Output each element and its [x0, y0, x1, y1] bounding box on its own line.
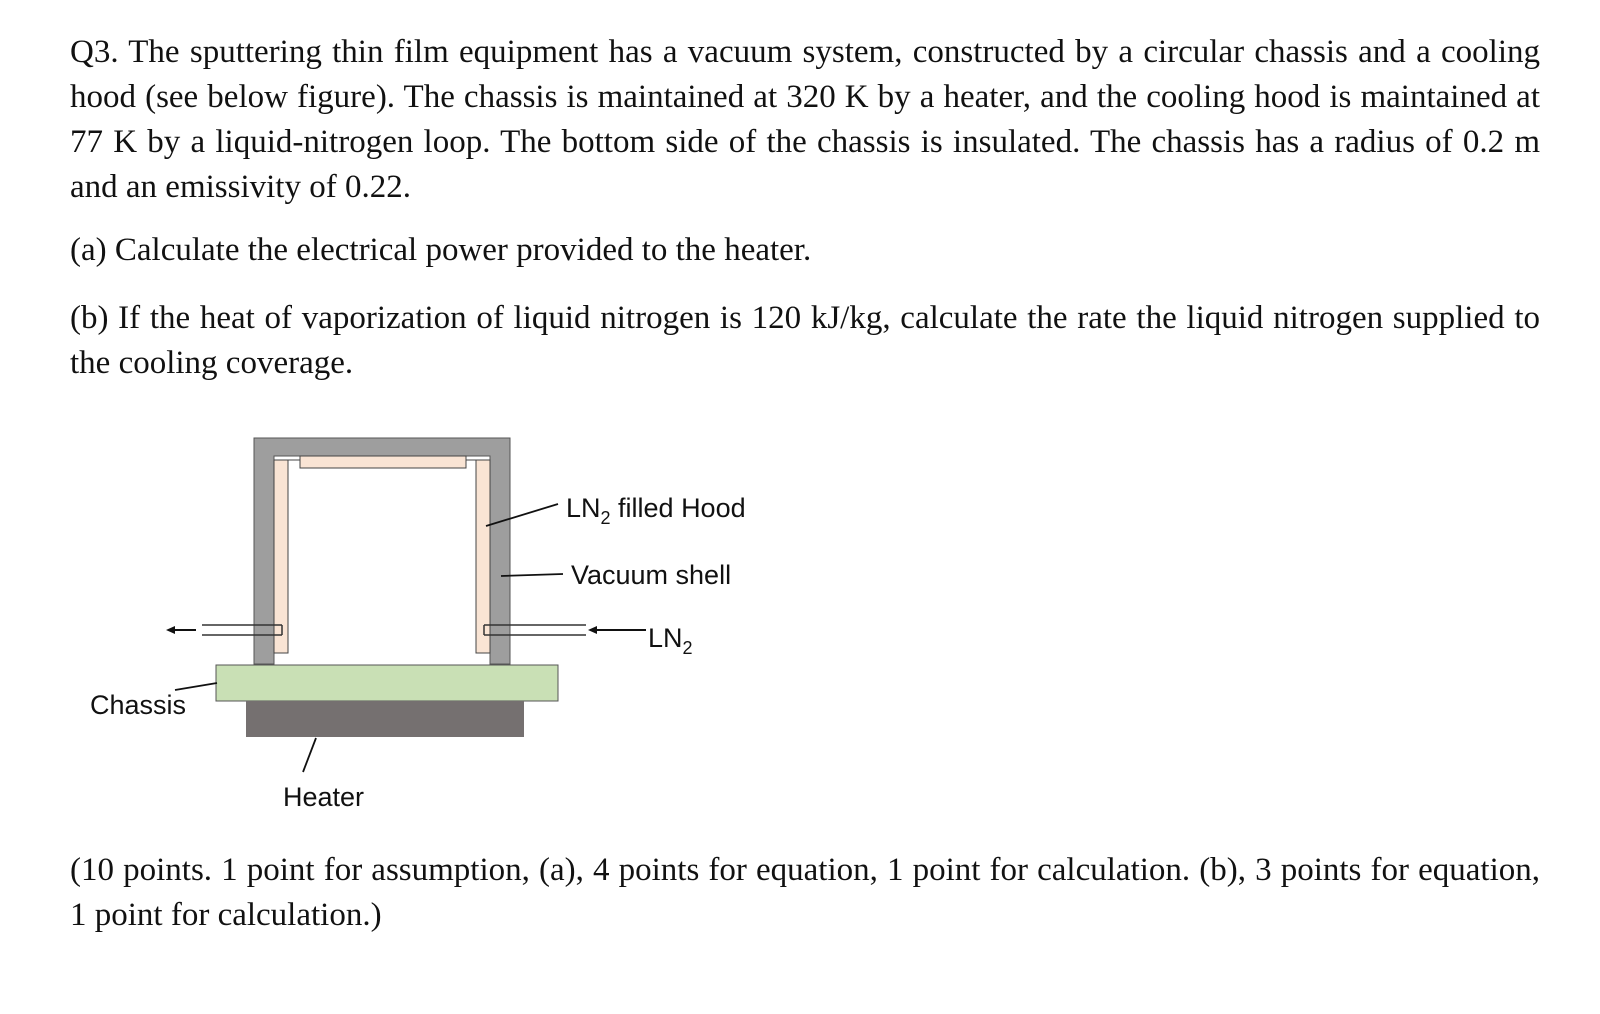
hood-left-wall [274, 460, 288, 653]
question-points: (10 points. 1 point for assumption, (a), 4 points for equation, 1 point for calculation. (b), 3 points for equation, 1 point for calculation.) [70, 852, 1540, 933]
ln2-inlet-arrow-head [588, 626, 597, 634]
ln2-outlet-arrow-head [166, 626, 175, 634]
question-part-b: (b) If the heat of vaporization of liquid nitrogen is 120 kJ/kg, calculate the rate the liquid nitrogen supplied to the cooling coverage. [70, 300, 1540, 381]
heater-leader-line [303, 738, 316, 772]
chassis-plate [216, 665, 558, 701]
vacuum-shell-label: Vacuum shell [571, 560, 732, 590]
chassis-leader-line [175, 683, 217, 690]
question-part-a: (a) Calculate the electrical power provided to the heater. [70, 232, 812, 268]
ln2-inlet-label: $LN_2$ [648, 623, 693, 658]
hood-label: $LN_2$ filled Hood [566, 493, 746, 528]
chassis-label: Chassis [90, 690, 187, 720]
hood-right-wall [476, 460, 490, 653]
question-intro: Q3. The sputtering thin film equipment has a vacuum system, constructed by a circular chassis and a cooling hood (see below figure). The chassis is maintained at 320 K by a heater, and the cooling hood is maintained at 77 K by a liquid-nitrogen loop. The bottom side of the chassis is insulated. The chassis has a radius of 0.2 m and an emissivity of 0.22. [70, 34, 1540, 205]
vacuum-shell-body [254, 438, 510, 664]
hood-top-wall [300, 456, 466, 468]
heater-label: Heater [283, 782, 365, 812]
heater-block [246, 701, 524, 737]
